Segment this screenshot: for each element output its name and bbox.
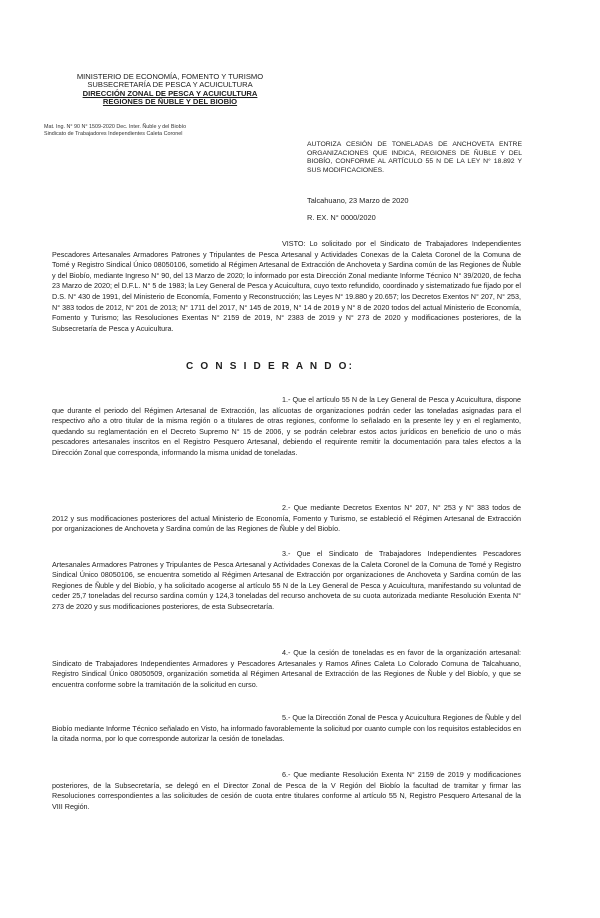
ministry-name: MINISTERIO DE ECONOMÍA, FOMENTO Y TURISMO [76, 72, 264, 81]
directorate-name: DIRECCIÓN ZONAL DE PESCA Y ACUICULTURA [82, 88, 258, 98]
resolution-subject: AUTORIZA CESIÓN DE TONELADAS DE ANCHOVETA ENTRE ORGANIZACIONES QUE INDICA, REGIONES DE ÑUBLE Y DEL BIOBÍO, CONFORME AL ARTÍCULO 55 N DE LA LEY N° 18.892 Y SUS MODIFICACIONES. [307, 141, 522, 175]
visto-text: Lo solicitado por el Sindicato de Trabajadores Independientes Pescadores Artesanales Armadores Patrones y Tripulantes de Pesca Artesanal y Actividades Conexas de la Caleta Coronel de la Comuna de Tomé y Registro Sindical Único 08050106, sometido al Régimen Artesanal de Extracción de Anchoveta y Sardina común de las Regiones de Ñuble y del Biobío, mediante Ingreso N° 90, del 13 Marzo de 2020; lo informado por esta Dirección Zonal mediante Informe Técnico N° 39/2020, de fecha 23 Marzo de 2020; el D.F.L. N° 5 de 1983; la Ley General de Pesca y Acuicultura, cuyo texto refundido, coordinado y sistematizado fue fijado por el D.S. N° 430 de 1991, del Ministerio de Economía, Fomento y Reconstrucción; las Leyes N° 19.880 y 20.657; los Decretos Exentos N° 207, N° 253, N° 383 todos de 2012, N° 201 de 2013; N° 1711 del 2017, N° 145 de 2019, N° 14 de 2019 y N° 8 de 2020 todos del actual Ministerio de Economía, Fomento y Turismo; las Resoluciones Exentas N° 2159 de 2019, N° 2383 de 2019 y N° 273 de 2020 y modificaciones posteriores, de la Subsecretaría de Pesca y Acuicultura. [52, 239, 522, 333]
visto-label: VISTO: [282, 239, 306, 248]
considerando-paragraph-3: 3.- Que el Sindicato de Trabajadores Independientes Pescadores Artesanales Armadores Patrones y Tripulantes de Pesca Artesanal y Actividades Conexas de la Caleta Coronel de la Comuna de Tomé y Registro Sindical Único 08050106, se encuentra sometido al Régimen Artesanal de Extracción por organizaciones de Anchoveta y Sardina común de las Regiones de Ñuble y del Biobío, y ha solicitado acogerse al artículo 55 N de la Ley General de Pesca y Acuicultura, manifestando su voluntad de ceder 25,7 toneladas del recurso sardina común y 124,3 toneladas del recurso anchoveta de su cuota autorizada mediante Resolución Exenta N° 273 de 2020 y sus modificaciones posteriores, de esta Subsecretaría. [52, 549, 521, 611]
resolution-number: R. EX. N° 0000/2020 [307, 213, 376, 222]
reference-lines [44, 124, 294, 137]
considerando-paragraph-2: 2.- Que mediante Decretos Exentos N° 207, N° 253 y N° 383 todos de 2012 y sus modificaciones posteriores del actual Ministerio de Economía, Fomento y Turismo, se estableció el Régimen Artesanal de Extracción por organizaciones de Anchoveta y Sardina común de las Regiones de Ñuble y del Biobío. [52, 503, 521, 534]
reference-line: Mat. Ing. N° 90 N° 1509-2020 Dec. Inter. Ñuble y del Biobío [44, 124, 187, 130]
considerando-paragraph-4: 4.- Que la cesión de toneladas es en favor de la organización artesanal: Sindicato de Trabajadores Independientes Armadores y Pescadores Artesanales y Ramos Afines Caleta Lo Colorado Comuna de Talcahuano, Registro Sindical Único 08050509, organización sometida al Régimen Artesanal de Extracción de las Regiones de Ñuble y del Biobío, y que se encuentra conforme sobre la tramitación de la solicitud en curso. [52, 648, 521, 689]
place-and-date: Talcahuano, 23 Marzo de 2020 [307, 196, 409, 205]
regions-name: REGIONES DE ÑUBLE Y DEL BIOBÍO [102, 97, 238, 107]
considerando-paragraph-1: 1.- Que el artículo 55 N de la Ley General de Pesca y Acuicultura, dispone que durante el periodo del Régimen Artesanal de Extracción, las alícuotas de organizaciones podrán ceder las toneladas asignadas para el respectivo año a otro titular de la misma región o a titulares de otras regiones, conforme lo señalado en la presente ley y en el reglamento, quedando su reglamentación en el Decreto Supremo N° 15 de 2006, y se podrán celebrar estos actos jurídicos en beneficio de uno o más pescadores artesanales inscritos en el Registro Pesquero Artesanal, debiendo el requirente remitir la documentación para tales efectos a la Dirección Zonal que corresponda, informando la misma unidad de toneladas. [52, 395, 521, 457]
letterhead [52, 73, 288, 107]
visto-paragraph [52, 239, 521, 334]
considerando-paragraph-5: 5.- Que la Dirección Zonal de Pesca y Acuicultura Regiones de Ñuble y del Biobío mediante Informe Técnico señalado en Visto, ha informado favorablemente la solicitud por cuanto cumple con los requisitos establecidos en la citada norma, por lo que corresponde autorizar la cesión de toneladas. [52, 713, 521, 744]
considerando-heading: C O N S I D E R A N D O: [186, 361, 355, 372]
reference-line: Sindicato de Trabajadores Independientes Caleta Coronel [44, 130, 183, 137]
subsecretariat-name: SUBSECRETARÍA DE PESCA Y ACUICULTURA [87, 80, 253, 90]
considerando-paragraph-6: 6.- Que mediante Resolución Exenta N° 2159 de 2019 y modificaciones posteriores, de la Subsecretaría, se delegó en el Director Zonal de Pesca de la V Región del Biobío la facultad de tramitar y firmar las Resoluciones correspondientes a las solicitudes de cesión de cuota entre titulares conforme al artículo 55 N, Registro Pesquero Artesanal de la VIII Región. [52, 770, 521, 811]
